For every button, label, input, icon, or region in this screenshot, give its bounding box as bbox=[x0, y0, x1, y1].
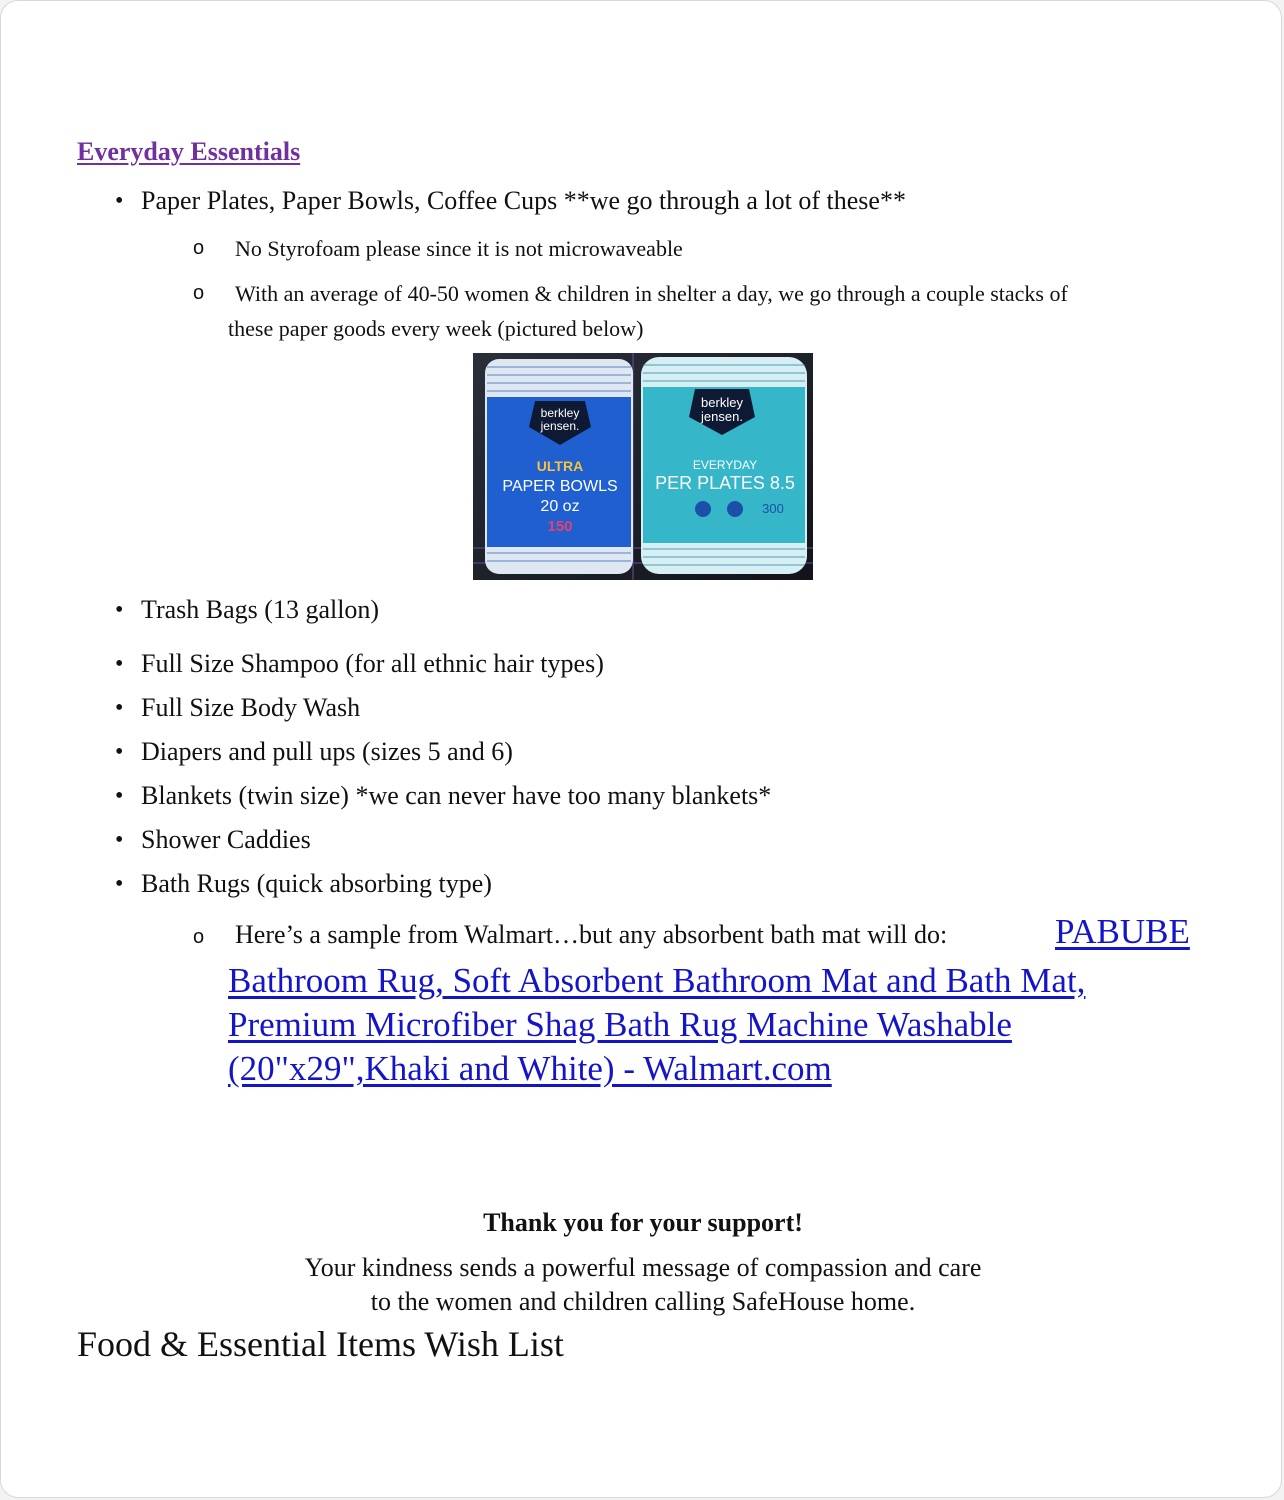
bullet-dot: • bbox=[115, 827, 124, 853]
plates-brand-line1: berkley bbox=[701, 395, 743, 410]
plates-count: 300 bbox=[762, 501, 784, 516]
walmart-sample-intro: Here’s a sample from Walmart…but any absorbent bath mat will do: bbox=[235, 920, 948, 949]
paper-goods-illustration bbox=[473, 353, 813, 580]
list-item-text: Trash Bags (13 gallon) bbox=[141, 595, 380, 624]
list-item-text: Full Size Body Wash bbox=[141, 693, 361, 722]
bowls-size: 20 oz bbox=[540, 498, 580, 515]
bowls-name: PAPER BOWLS bbox=[502, 478, 618, 495]
bullet-dot: • bbox=[115, 695, 124, 721]
footer-title: Food & Essential Items Wish List bbox=[77, 1324, 564, 1364]
sub-item-text: No Styrofoam please since it is not microwaveable bbox=[235, 236, 683, 261]
thanks-line1: Your kindness sends a powerful message of compassion and care bbox=[304, 1253, 982, 1282]
plates-name: PER PLATES 8.5 bbox=[655, 473, 795, 493]
bullet-dot: • bbox=[115, 597, 124, 623]
list-item-text: Bath Rugs (quick absorbing type) bbox=[141, 869, 492, 898]
paper-goods-photo bbox=[473, 353, 813, 580]
bullet-dot: • bbox=[115, 651, 124, 677]
bowls-brand-line2: jensen. bbox=[540, 419, 580, 433]
walmart-bath-rug-link-line1[interactable]: PABUBE bbox=[1055, 912, 1190, 951]
sub-item-text-line2: these paper goods every week (pictured below) bbox=[228, 316, 644, 341]
bowls-package bbox=[485, 359, 633, 574]
sub-item-text-line1: With an average of 40-50 women & children in shelter a day, we go through a couple stacks of bbox=[235, 281, 1068, 306]
list-item-text: Paper Plates, Paper Bowls, Coffee Cups **we go through a lot of these** bbox=[141, 186, 906, 215]
list-item-text: Shower Caddies bbox=[141, 825, 311, 854]
bowls-tag: ULTRA bbox=[536, 458, 584, 474]
walmart-bath-rug-link-line2[interactable]: Bathroom Rug, Soft Absorbent Bathroom Mat and Bath Mat, bbox=[228, 961, 1086, 1000]
plates-tag: EVERYDAY bbox=[692, 458, 758, 472]
section-heading: Everyday Essentials bbox=[77, 137, 301, 166]
bullet-dot: • bbox=[115, 739, 124, 765]
walmart-bath-rug-link-line4[interactable]: (20"x29",Khaki and White) - Walmart.com bbox=[228, 1049, 832, 1088]
bullet-dot: • bbox=[115, 871, 124, 897]
sub-bullet: o bbox=[193, 926, 205, 948]
walmart-bath-rug-link-line3[interactable]: Premium Microfiber Shag Bath Rug Machine Washable bbox=[228, 1005, 1012, 1044]
plates-package bbox=[641, 357, 807, 574]
list-item-text: Diapers and pull ups (sizes 5 and 6) bbox=[141, 737, 513, 766]
thanks-line2: to the women and children calling SafeHouse home. bbox=[370, 1287, 916, 1316]
bullet-dot: • bbox=[115, 783, 124, 809]
list-item-text: Blankets (twin size) *we can never have too many blankets* bbox=[141, 781, 772, 810]
bowls-count: 150 bbox=[547, 518, 573, 535]
bullet-dot: • bbox=[115, 188, 124, 214]
sub-bullet: o bbox=[193, 282, 205, 304]
bowls-brand-line1: berkley bbox=[540, 406, 580, 420]
thanks-title: Thank you for your support! bbox=[483, 1208, 803, 1237]
plates-brand-line2: jensen. bbox=[701, 409, 743, 424]
list-item-text: Full Size Shampoo (for all ethnic hair types) bbox=[141, 649, 604, 678]
sub-bullet: o bbox=[193, 237, 205, 259]
